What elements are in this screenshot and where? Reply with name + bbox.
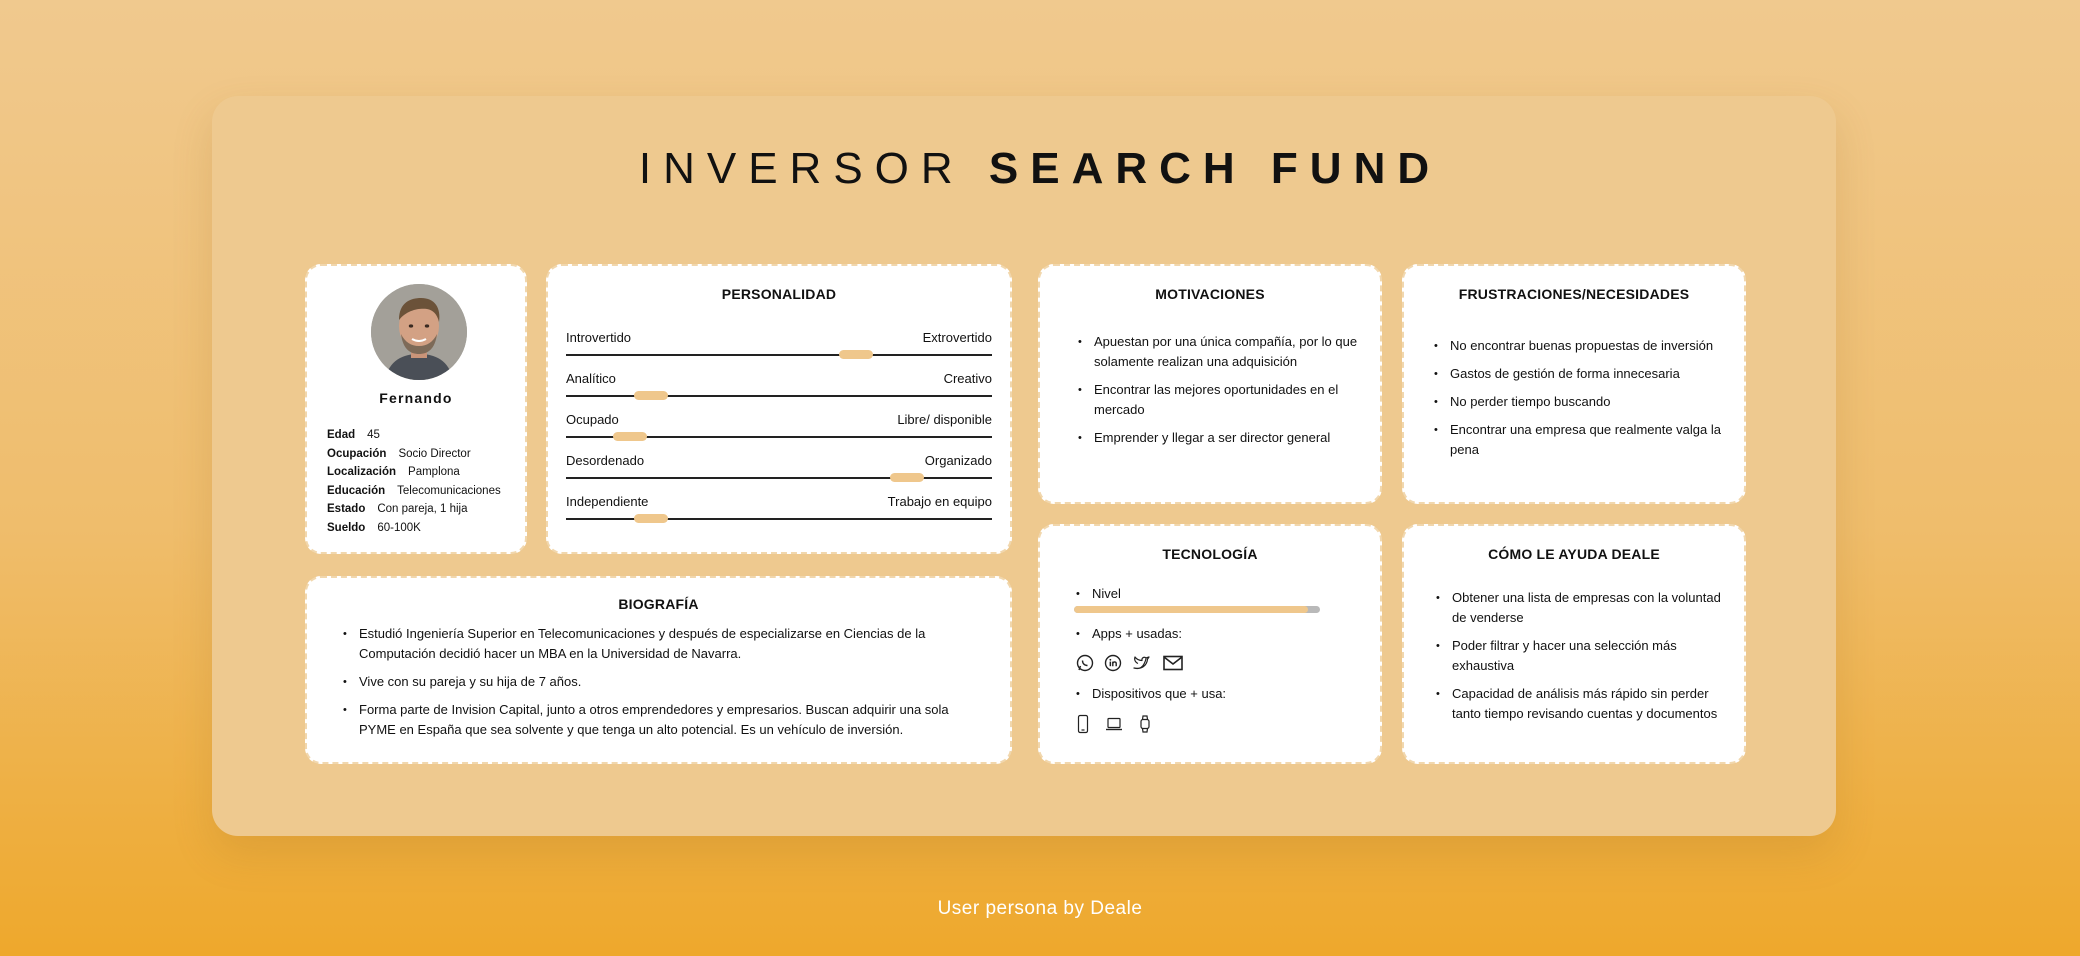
trait-right-label: Trabajo en equipo [887,494,992,509]
twitter-icon[interactable] [1132,654,1152,672]
trait-slider-handle[interactable] [613,432,647,441]
row-key: Estado [327,503,366,515]
profile-row-status [327,500,501,519]
profile-row-location [327,463,501,482]
trait-independent-team [566,494,992,524]
trait-slider-handle[interactable] [890,473,924,482]
profile-card [305,264,527,554]
motivations-list [1078,332,1360,456]
frustrations-title: FRUSTRACIONES/NECESIDADES [1458,286,1690,302]
deale-help-title: CÓMO LE AYUDA DEALE [1488,546,1660,562]
deale-help-list [1436,588,1724,732]
technology-card [1038,524,1382,764]
title-light: INVERSOR [638,144,965,193]
deale-help-card [1402,524,1746,764]
trait-left-label: Desordenado [566,453,645,468]
row-value: 45 [367,429,380,441]
linkedin-icon[interactable] [1104,654,1122,672]
list-item: • Estudió Ingeniería Superior en Telecomunicaciones y después de especializarse en Ciencias de la Computación decidió hacer un MBA en la Universidad de Navarra. [343,624,970,664]
smartwatch-icon [1138,714,1152,734]
trait-right-label: Creativo [943,371,992,386]
profile-row-education [327,482,501,501]
row-value: Socio Director [398,447,471,460]
list-item: • Vive con su pareja y su hija de 7 años. [343,672,970,692]
list-item: • Emprender y llegar a ser director general [1078,428,1360,448]
biography-list [343,624,970,748]
title-bold: SEARCH FUND [988,144,1442,193]
trait-messy-organized [566,453,992,483]
laptop-icon [1104,714,1124,734]
tech-apps-row [1076,624,1182,652]
trait-left-label: Ocupado [566,412,619,427]
motivations-card [1038,264,1382,504]
persona-name: Fernando [379,390,453,406]
tech-devices-label: • Dispositivos que + usa: [1076,684,1226,704]
page-title [0,144,2080,194]
trait-track [566,518,992,520]
tech-devices-row [1076,684,1226,712]
profile-row-occupation [327,445,501,464]
list-item: • Apuestan por una única compañía, por lo que solamente realizan una adquisición [1078,332,1360,372]
trait-slider-handle[interactable] [634,514,668,523]
list-item: • Gastos de gestión de forma innecesaria [1434,364,1724,384]
trait-left-label: Analítico [566,371,616,386]
trait-track [566,395,992,397]
personality-card [546,264,1012,554]
trait-slider-handle[interactable] [634,391,668,400]
list-item: • Obtener una lista de empresas con la voluntad de venderse [1436,588,1724,628]
whatsapp-icon[interactable] [1076,654,1094,672]
trait-right-label: Organizado [924,453,992,468]
apps-icons [1076,654,1184,672]
profile-details [327,426,501,537]
biography-card [305,576,1012,764]
row-key: Sueldo [327,521,366,534]
personality-title: PERSONALIDAD [721,286,837,302]
avatar-photo [371,284,467,380]
row-value: Telecomunicaciones [397,484,501,497]
list-item: • No encontrar buenas propuestas de inversión [1434,336,1724,356]
trait-left-label: Introvertido [566,330,632,345]
row-key: Localización [327,466,397,478]
row-value: Con pareja, 1 hija [377,503,468,515]
row-key: Edad [327,429,356,441]
tech-level-label: • Nivel [1076,584,1121,604]
tech-apps-label: • Apps + usadas: [1076,624,1182,644]
frustrations-card [1402,264,1746,504]
trait-right-label: Libre/ disponible [897,412,992,427]
smartphone-icon [1076,714,1090,734]
list-item: • Capacidad de análisis más rápido sin perder tanto tiempo revisando cuentas y documentos [1436,684,1724,724]
profile-row-salary [327,519,501,538]
trait-slider-handle[interactable] [839,350,873,359]
devices-icons [1076,714,1152,734]
frustrations-list [1434,336,1724,468]
tech-level-bar [1074,606,1320,613]
technology-title: TECNOLOGÍA [1162,546,1258,562]
list-item: • Poder filtrar y hacer una selección más exhaustiva [1436,636,1724,676]
avatar [371,284,467,380]
trait-left-label: Independiente [566,494,649,509]
trait-busy-free [566,412,992,442]
list-item: • Encontrar las mejores oportunidades en el mercado [1078,380,1360,420]
row-value: 60-100K [377,521,421,534]
trait-introvert-extrovert [566,330,992,360]
trait-right-label: Extrovertido [922,330,992,345]
trait-analytic-creative [566,371,992,401]
footer-credit: User persona by Deale [937,898,1143,919]
row-value: Pamplona [408,466,460,478]
motivations-title: MOTIVACIONES [1155,286,1265,302]
biography-title: BIOGRAFÍA [618,596,699,612]
profile-row-age [327,426,501,445]
mail-icon[interactable] [1162,654,1184,672]
list-item: • No perder tiempo buscando [1434,392,1724,412]
tech-level-fill [1074,606,1308,613]
trait-track [566,354,992,356]
list-item: • Encontrar una empresa que realmente valga la pena [1434,420,1724,460]
list-item: • Forma parte de Invision Capital, junto a otros emprendedores y empresarios. Buscan adquirir una sola PYME en España que sea solvente y que tenga un alto potencial. Es un vehículo de inversión. [343,700,970,740]
row-key: Educación [327,484,386,497]
trait-track [566,477,992,479]
row-key: Ocupación [327,447,387,460]
